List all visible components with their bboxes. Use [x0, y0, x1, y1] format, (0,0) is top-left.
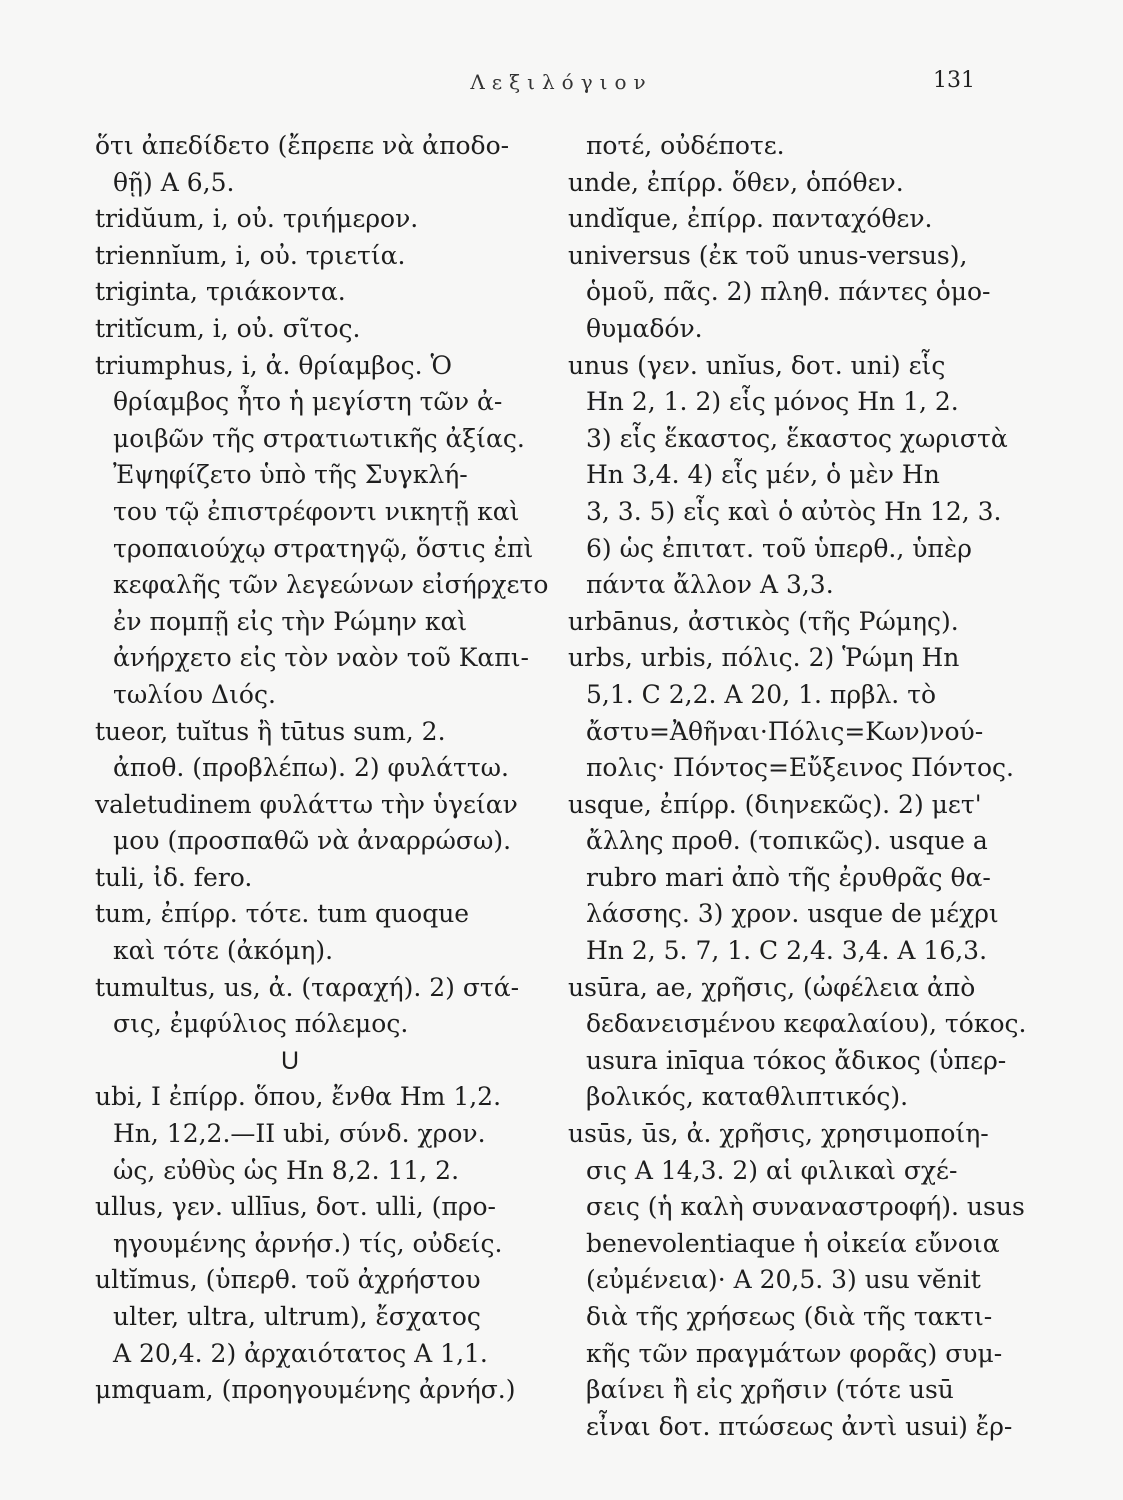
dictionary-line: τροπαιούχῳ στρατηγῷ, ὅστις ἐπὶ — [113, 533, 534, 563]
dictionary-line: urbānus, ἀστικὸς (τῆς Ρώμης). — [568, 606, 959, 636]
dictionary-line: triennĭum, i, οὐ. τριετία. — [95, 240, 406, 270]
dictionary-line: tumultus, us, ἀ. (ταραχή). 2) στά- — [95, 972, 520, 1002]
dictionary-line: tum, ἐπίρρ. τότε. tum quoque — [95, 899, 470, 929]
dictionary-line: unde, ἐπίρρ. ὅθεν, ὁπόθεν. — [568, 167, 904, 197]
dictionary-line: ἐν πομπῇ εἰς τὴν Ρώμην καὶ — [113, 606, 468, 636]
dictionary-line: κῆς τῶν πραγμάτων φορᾶς) συμ- — [586, 1338, 1003, 1368]
dictionary-line: (εὐμένεια)· A 20,5. 3) usu vĕnit — [586, 1265, 981, 1295]
dictionary-line: Hn, 12,2.—II ubi, σύνδ. χρον. — [113, 1119, 486, 1149]
dictionary-line: benevolentiaque ἡ οἰκεία εὔνοια — [586, 1228, 1000, 1258]
dictionary-line: Hn 3,4. 4) εἷς μέν, ὁ μὲν Hn — [586, 460, 940, 490]
dictionary-line: ἄστυ=Ἀθῆναι·Πόλις=Κων)νού- — [586, 716, 984, 746]
dictionary-line: μοιβῶν τῆς στρατιωτικῆς ἀξίας. — [113, 423, 525, 453]
dictionary-line: τωλίου Διός. — [113, 679, 276, 709]
dictionary-line: Ἐψηφίζετο ὑπὸ τῆς Συγκλή- — [113, 460, 468, 490]
dictionary-line: rubro mari ἀπὸ τῆς ἐρυθρᾶς θα- — [586, 862, 991, 892]
dictionary-line: μου (προσπαθῶ νὰ ἀναρρώσω). — [113, 826, 512, 856]
dictionary-line: μmquam, (προηγουμένης ἀρνήσ.) — [95, 1375, 516, 1405]
dictionary-line: λάσσης. 3) χρον. usque de μέχρι — [586, 899, 999, 929]
dictionary-line: καὶ τότε (ἀκόμη). — [113, 936, 334, 966]
dictionary-line: του τῷ ἐπιστρέφοντι νικητῇ καὶ — [113, 496, 520, 526]
dictionary-line: θρίαμβος ἦτο ἡ μεγίστη τῶν ἀ- — [113, 387, 503, 417]
dictionary-line: usūra, ae, χρῆσις, (ὠφέλεια ἀπὸ — [568, 972, 976, 1002]
dictionary-line: usque, ἐπίρρ. (διηνεκῶς). 2) μετ' — [568, 789, 982, 819]
right-column — [568, 128, 1027, 1445]
dictionary-line: ηγουμένης ἀρνήσ.) τίς, οὐδείς. — [113, 1228, 503, 1258]
dictionary-line: ὅτι ἀπεδίδετο (ἔπρεπε νὰ ἀποδο- — [95, 131, 510, 160]
dictionary-line: σις, ἐμφύλιος πόλεμος. — [113, 1009, 409, 1039]
dictionary-line: σεις (ἡ καλὴ συναναστροφή). usus — [586, 1192, 1025, 1222]
dictionary-line: valetudinem φυλάττω τὴν ὑγείαν — [95, 789, 518, 819]
dictionary-line: ulter, ultra, ultrum), ἔσχατος — [113, 1302, 481, 1331]
dictionary-line: κεφαλῆς τῶν λεγεώνων εἰσήρχετο — [113, 570, 549, 600]
dictionary-line: urbs, urbis, πόλις. 2) Ῥώμη Hn — [568, 643, 960, 673]
dictionary-line: ἀποθ. (προβλέπω). 2) φυλάττω. — [113, 753, 509, 783]
dictionary-line: εἶναι δοτ. πτώσεως ἀντὶ usui) ἔρ- — [586, 1411, 1013, 1441]
dictionary-line: Hn 2, 1. 2) εἷς μόνος Hn 1, 2. — [586, 387, 959, 417]
dictionary-line: ὁμοῦ, πᾶς. 2) πληθ. πάντες ὁμο- — [586, 277, 991, 307]
dictionary-line: 3) εἷς ἕκαστος, ἕκαστος χωριστὰ — [586, 423, 1008, 453]
dictionary-line: usura inīqua τόκος ἄδικος (ὑπερ- — [586, 1045, 1007, 1075]
running-header-title: Λεξιλόγιον — [470, 70, 653, 94]
dictionary-line: ὡς, εὐθὺς ὡς Hn 8,2. 11, 2. — [113, 1155, 460, 1185]
dictionary-line: usūs, ūs, ἀ. χρῆσις, χρησιμοποίη- — [568, 1119, 989, 1149]
dictionary-line: triumphus, i, ἀ. θρίαμβος. Ὁ — [95, 350, 452, 380]
dictionary-line: σις A 14,3. 2) αἱ φιλικαὶ σχέ- — [586, 1155, 958, 1185]
dictionary-line: tuli, ἰδ. fero. — [95, 862, 253, 892]
dictionary-line: πάντα ἄλλον A 3,3. — [586, 570, 834, 600]
dictionary-line: A 20,4. 2) ἀρχαιότατος A 1,1. — [113, 1338, 488, 1368]
dictionary-line: θυμαδόν. — [586, 313, 703, 343]
dictionary-line: 5,1. C 2,2. A 20, 1. πρβλ. τὸ — [586, 679, 937, 709]
dictionary-line: ἀνήρχετο εἰς τὸν ναὸν τοῦ Καπι- — [113, 643, 529, 673]
section-heading-letter: U — [280, 1046, 300, 1075]
dictionary-line: triginta, τριάκοντα. — [95, 277, 346, 307]
dictionary-line: δεδανεισμένου κεφαλαίου), τόκος. — [586, 1009, 1027, 1039]
dictionary-line: ultĭmus, (ὑπερθ. τοῦ ἀχρήστου — [95, 1265, 481, 1295]
dictionary-line: 6) ὡς ἐπιτατ. τοῦ ὑπερθ., ὑπὲρ — [586, 533, 972, 563]
dictionary-line: tritĭcum, i, οὐ. σῖτος. — [95, 313, 361, 343]
page-number: 131 — [933, 68, 975, 93]
dictionary-line: unus (γεν. unĭus, δοτ. uni) εἷς — [568, 350, 946, 380]
left-column — [95, 128, 549, 1409]
dictionary-line: ullus, γεν. ullīus, δοτ. ulli, (προ- — [95, 1192, 497, 1222]
dictionary-line: Hn 2, 5. 7, 1. C 2,4. 3,4. A 16,3. — [586, 936, 988, 966]
dictionary-line: ἄλλης προθ. (τοπικῶς). usque a — [586, 826, 988, 856]
dictionary-line: universus (ἐκ τοῦ unus-versus), — [568, 240, 968, 270]
dictionary-line: 3, 3. 5) εἷς καὶ ὁ αὐτὸς Hn 12, 3. — [586, 496, 1002, 526]
dictionary-line: undĭque, ἐπίρρ. πανταχόθεν. — [568, 204, 933, 234]
dictionary-line: θῇ) A 6,5. — [113, 167, 235, 197]
dictionary-line: διὰ τῆς χρήσεως (διὰ τῆς τακτι- — [586, 1302, 993, 1331]
dictionary-line: ποτέ, οὐδέποτε. — [586, 131, 785, 160]
dictionary-line: βολικός, καταθλιπτικός). — [586, 1082, 909, 1112]
dictionary-line: πολις· Πόντος=Εὔξεινος Πόντος. — [586, 753, 1014, 783]
dictionary-line: tueor, tuĭtus ἢ tūtus sum, 2. — [95, 716, 446, 746]
dictionary-line: ubi, I ἐπίρρ. ὅπου, ἔνθα Hm 1,2. — [95, 1082, 502, 1112]
dictionary-line: tridŭum, i, οὐ. τριήμερον. — [95, 204, 419, 234]
dictionary-line: βαίνει ἢ εἰς χρῆσιν (τότε usū — [586, 1375, 954, 1405]
